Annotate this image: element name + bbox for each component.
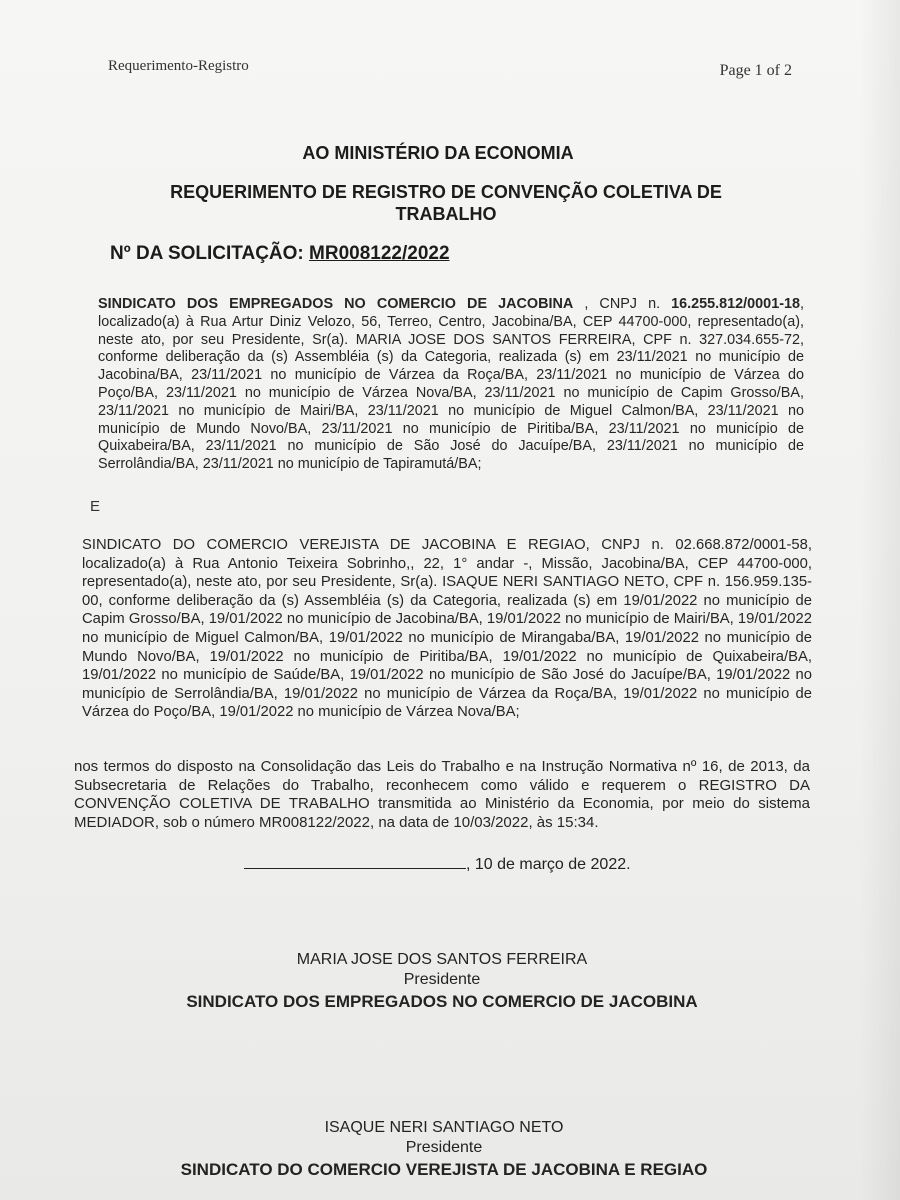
party2-paragraph: SINDICATO DO COMERCIO VEREJISTA DE JACOBINA E REGIAO, CNPJ n. 02.668.872/0001-58, localizado(a) à Rua Antonio Teixeira Sobrinho,, 22, 1° andar -, Missão, Jacobina/BA, CEP 44700-000, representado(a), neste ato, por seu Presidente, Sr(a). ISAQUE NERI SANTIAGO NETO, CPF n. 156.959.135-00, conforme deliberação da (s) Assembléia (s) da Categoria, realizada (s) em 19/01/2022 no município de Capim Grosso/BA, 19/01/2022 no município de Jacobina/BA, 19/01/2022 no município de Mairi/BA, 19/01/2022 no município de Miguel Calmon/BA, 19/01/2022 no município de Mirangaba/BA, 19/01/2022 no município de Mundo Novo/BA, 19/01/2022 no município de Piritiba/BA, 19/01/2022 no município de Quixabeira/BA, 19/01/2022 no município de Saúde/BA, 19/01/2022 no município de São José do Jacuípe/BA, 19/01/2022 no município de Serrolândia/BA, 19/01/2022 no município de Várzea da Roça/BA, 19/01/2022 no município de Várzea do Poço/BA, 19/01/2022 no município de Várzea Nova/BA; xyxy=(82,537,812,721)
date-text: , 10 de março de 2022. xyxy=(466,856,631,873)
party1-name: SINDICATO DOS EMPREGADOS NO COMERCIO DE JACOBINA xyxy=(98,296,574,312)
place-blank-line xyxy=(244,852,466,869)
signatory-role: Presidente xyxy=(403,971,481,988)
document-title-text: REQUERIMENTO DE REGISTRO DE CONVENÇÃO COLETIVA DE TRABALHO xyxy=(170,182,722,224)
signature-block-1 xyxy=(0,950,892,1014)
party1-cnpj: 16.255.812/0001-18 xyxy=(671,296,800,312)
signatory-organization: SINDICATO DO COMERCIO VEREJISTA DE JACOBINA E REGIAO xyxy=(180,1160,708,1179)
party1-cnpj-label: , CNPJ n. xyxy=(573,296,672,312)
date-line xyxy=(244,852,631,874)
header-form-name: Requerimento-Registro xyxy=(108,58,249,74)
signatory-name: ISAQUE NERI SANTIAGO NETO xyxy=(324,1119,564,1136)
closing-paragraph: nos termos do disposto na Consolidação das Leis do Trabalho e na Instrução Normativa nº 16, de 2013, da Subsecretaria de Relações do Trabalho, reconhecem como válido e requerem o REGISTRO DA CONVENÇÃO COLETIVA DE TRABALHO transmitida ao Ministério da Economia, por meio do sistema MEDIADOR, sob o número MR008122/2022, na data de 10/03/2022, às 15:34. xyxy=(74,758,810,831)
header-page-number: Page 1 of 2 xyxy=(719,62,792,79)
conjunction: E xyxy=(90,498,101,515)
signatory-role: Presidente xyxy=(405,1139,483,1156)
signatory-name: MARIA JOSE DOS SANTOS FERREIRA xyxy=(296,951,588,968)
addressee-title: AO MINISTÉRIO DA ECONOMIA xyxy=(302,143,574,163)
signatory-organization: SINDICATO DOS EMPREGADOS NO COMERCIO DE JACOBINA xyxy=(186,992,698,1011)
request-number-line xyxy=(110,243,450,265)
request-number: MR008122/2022 xyxy=(309,243,450,264)
request-number-label: Nº DA SOLICITAÇÃO: xyxy=(110,243,310,264)
party1-paragraph xyxy=(98,296,804,474)
signature-block-2 xyxy=(0,1118,894,1182)
document-title xyxy=(0,181,896,225)
page-shadow xyxy=(860,0,900,1200)
party1-body: , localizado(a) à Rua Artur Diniz Velozo, 56, Terreo, Centro, Jacobina/BA, CEP 44700-000, representado(a), neste ato, por seu Presidente, Sr(a). MARIA JOSE DOS SANTOS FERREIRA, CPF n. 327.034.655-72, conforme deliberação da (s) Assembléia (s) da Categoria, realizada (s) em 23/11/2021 no município de Jacobina/BA, 23/11/2021 no município de Várzea da Roça/BA, 23/11/2021 no município de Várzea do Poço/BA, 23/11/2021 no município de Várzea Nova/BA, 23/11/2021 no município de Capim Grosso/BA, 23/11/2021 no município de Mairi/BA, 23/11/2021 no município de Miguel Calmon/BA, 23/11/2021 no município de Mundo Novo/BA, 23/11/2021 no município de Piritiba/BA, 23/11/2021 no município de Quixabeira/BA, 23/11/2021 no município de São José do Jacuípe/BA, 23/11/2021 no município de Serrolândia/BA, 23/11/2021 no município de Tapiramutá/BA; xyxy=(98,296,804,473)
